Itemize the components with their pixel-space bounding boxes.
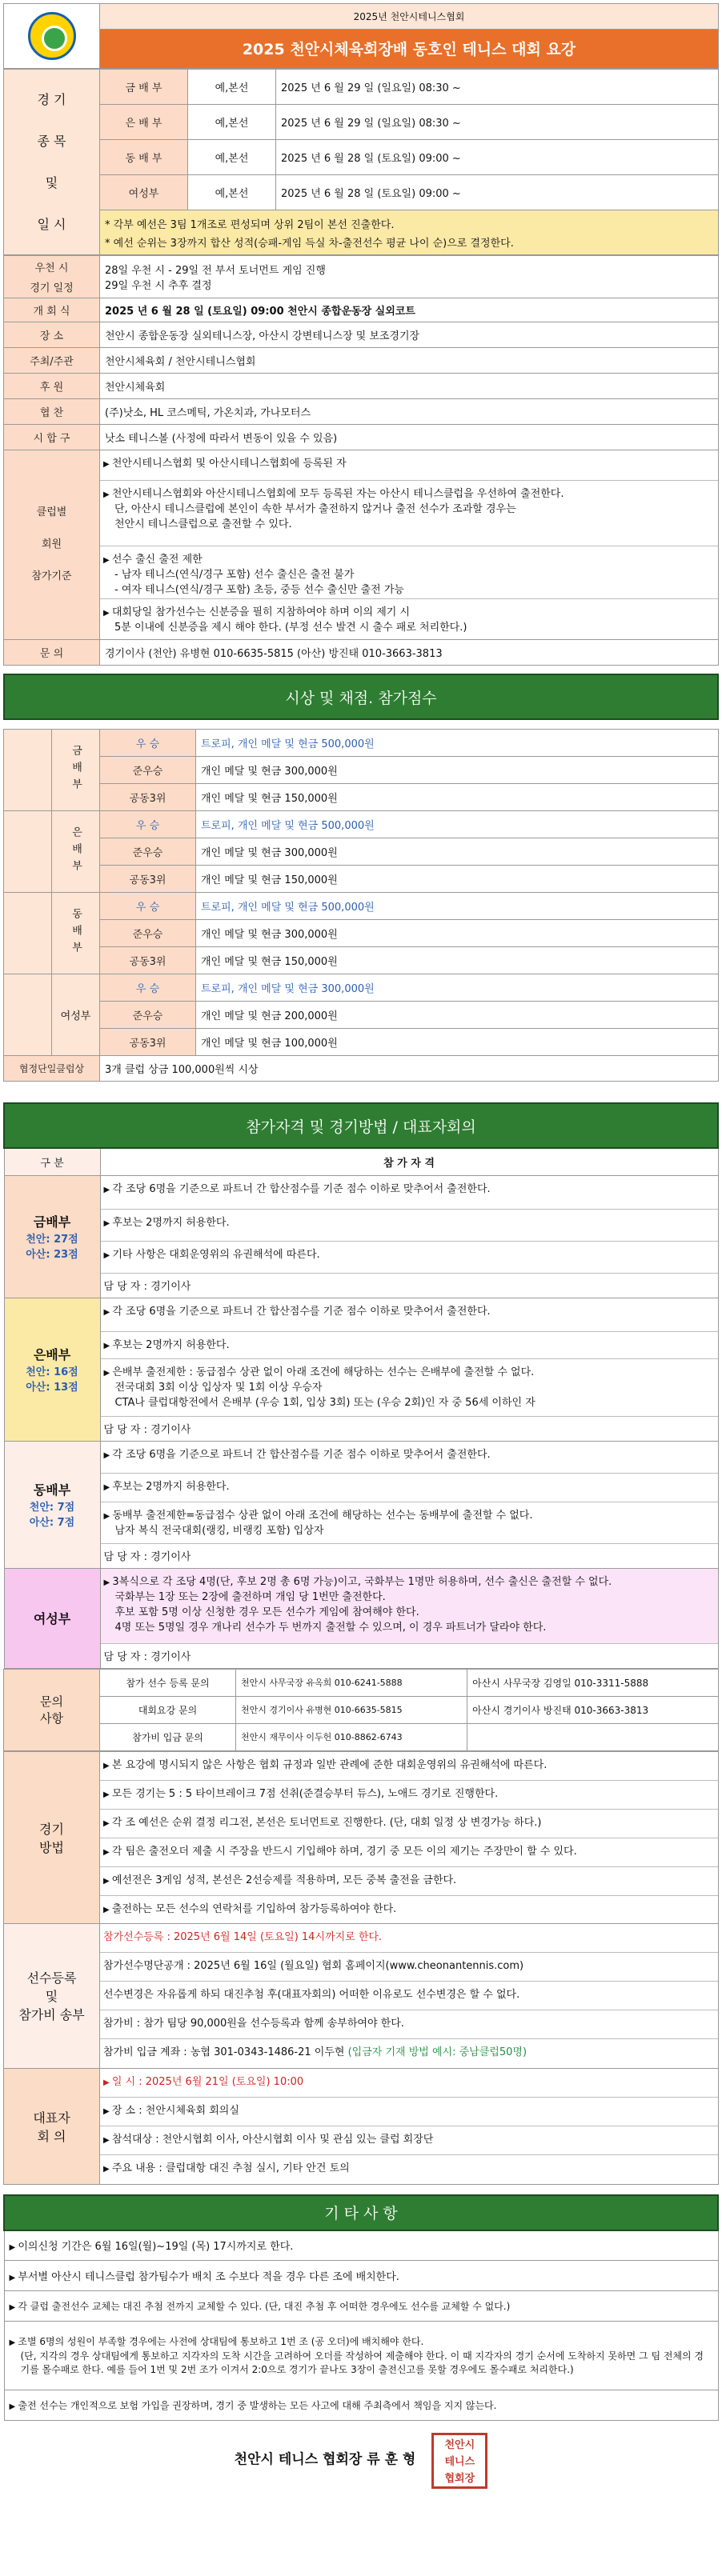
- reg-line: 참가비 : 참가 팀당 90,000원을 선수등록과 함께 송부하여야 한다.: [100, 2010, 718, 2039]
- prize-spacer: [4, 893, 52, 974]
- date-gold: 2025 년 6 월 29 일 (일요일) 08:30 ~: [276, 70, 719, 105]
- prize-rank: 우 승: [100, 730, 196, 757]
- prize-desc: 개인 메달 및 현금 150,000원: [196, 947, 719, 974]
- rule: ▶ 예선전은 3게임 성적, 본선은 2선승제를 적용하며, 모든 중복 출전을 금한다.: [100, 1867, 718, 1896]
- prize-desc: 트로피, 개인 메달 및 현금 500,000원: [196, 730, 719, 757]
- prize-spacer: [4, 974, 52, 1056]
- contact-topic: 대회요강 문의: [100, 1696, 236, 1723]
- qual-women: 예,본선: [188, 175, 276, 210]
- rule: ▶ 모든 경기는 5 : 5 타이브레이크 7점 선취(준결승부터 듀스), 노애드 경기로 진행한다.: [100, 1781, 718, 1810]
- reg-rules: [100, 1923, 719, 2068]
- gold-label: 금배부 천안: 27점 아산: 23점: [4, 1175, 100, 1298]
- bronze-rules: [100, 1441, 718, 1568]
- prize-desc: 개인 메달 및 현금 100,000원: [196, 1029, 719, 1056]
- official-seal: 천안시 테니스 협회장: [431, 2433, 487, 2489]
- meeting-attendees: ▶ 참석대상 : 천안시협회 이사, 아산시협회 이사 및 관심 있는 클럽 회장단: [100, 2126, 718, 2155]
- prize-desc: 개인 메달 및 현금 300,000원: [196, 757, 719, 784]
- meeting-agenda: ▶ 주요 내용 : 클럽대항 대진 추첨 실시, 기타 안건 토의: [100, 2155, 718, 2184]
- meeting-label: 대표자 회 의: [4, 2068, 100, 2184]
- qual-bronze: 예,본선: [188, 140, 276, 175]
- rule: ▶ 기타 사항은 대회운영위의 유권해석에 따른다.: [101, 1242, 718, 1274]
- other-item: ▶ 부서별 아산시 테니스클럽 참가팀수가 배치 조 수보다 적을 경우 다른 조에 배치한다.: [4, 2261, 718, 2291]
- prize-desc: 개인 메달 및 현금 300,000원: [196, 838, 719, 866]
- club-rule: ▶ 천안시테니스협회 및 아산시테니스협회에 등록된 자: [100, 450, 718, 481]
- prize-rank: 준우승: [100, 757, 196, 784]
- contact-asan: 아산시 경기이사 방진태 010-3663-3813: [467, 1696, 719, 1723]
- association-name: 2025년 천안시테니스협회: [100, 4, 719, 30]
- prize-desc: 개인 메달 및 현금 200,000원: [196, 1002, 719, 1029]
- prize-desc: 트로피, 개인 메달 및 현금 500,000원: [196, 811, 719, 838]
- other-item: ▶ 출전 선수는 개인적으로 보험 가입을 권장하며, 경기 중 발생하는 모든 사고에 대해 주최측에서 책임을 지지 않는다.: [4, 2390, 718, 2421]
- prize-spacer: [4, 730, 52, 811]
- logo-icon: [28, 12, 76, 60]
- manager: 담 당 자 : 경기이사: [103, 1550, 191, 1563]
- women-label: 여성부: [4, 1568, 100, 1668]
- method-rules: [100, 1751, 719, 1923]
- prize-desc: 개인 메달 및 현금 150,000원: [196, 784, 719, 811]
- qual-silver: 예,본선: [188, 105, 276, 140]
- club-rule: ▶ 대회당일 참가선수는 신분증을 필히 지참하여야 하며 이의 제기 시 5분 이내에 신분증을 제시 해야 한다. (부정 선수 발견 시 출수 패로 처리한다.): [100, 599, 718, 639]
- qual-gold: 예,본선: [188, 70, 276, 105]
- qual-band: 참가자격 및 경기방법 / 대표자회의: [4, 1103, 718, 1148]
- prize-desc: 개인 메달 및 현금 300,000원: [196, 920, 719, 947]
- rule: ▶ 3복식으로 각 조당 4명(단, 후보 2명 총 6명 가능)이고, 국화부는 1명만 허용하며, 선수 출신은 출전할 수 없다. 국화부는 1장 또는 2장에 출전하며 개임 당 1번만 출전한다. 후보 포함 5명 이상 신청한 경우 모든 선수가 게임에 참여해야 한다. 4명 또는 5명일 경우 개나리 선수가 두 번까지 출전할 수 있으며, 이 경우 파트너가 달라야 한다.: [101, 1569, 718, 1644]
- page-title: 2025 천안시체육회장배 동호인 테니스 대회 요강: [100, 29, 719, 68]
- opening-label: 개 회 식: [4, 298, 100, 322]
- inquiry-label: 문 의: [4, 640, 100, 666]
- date-women: 2025 년 6 월 28 일 (토요일) 09:00 ~: [276, 175, 719, 210]
- method-label: 경기 방법: [4, 1751, 100, 1923]
- prize-rank: 준우승: [100, 838, 196, 866]
- rain-label: 우천 시 경기 일정: [4, 256, 100, 298]
- rule: ▶ 후보는 2명까지 허용한다.: [101, 1210, 718, 1242]
- club-award-label: 협정단일클럽상: [4, 1056, 100, 1082]
- contact-cheonan: 천안시 재무이사 이두헌 010-8862-6743: [236, 1723, 467, 1750]
- other-band: 기 타 사 항: [4, 2195, 718, 2230]
- division-women: 여성부: [100, 175, 188, 210]
- manager: 담 당 자 : 경기이사: [103, 1280, 191, 1293]
- prize-silver-label: 은배부: [52, 811, 100, 893]
- prize-rank: 준우승: [100, 1002, 196, 1029]
- support-text: (주)낫소, HL 코스메틱, 가온치과, 가나모터스: [100, 399, 719, 425]
- schedule-rows: [3, 69, 719, 255]
- association-logo: [4, 4, 100, 69]
- schedule-label: 경 기 종 목 및 일 시: [4, 70, 100, 255]
- gold-rules: [100, 1175, 718, 1298]
- venue-text: 천안시 종합운동장 실외테니스장, 아산시 강변테니스장 및 보조경기장: [100, 322, 719, 348]
- reg-line: 참가비 입금 계좌 : 농협 301-0343-1486-21 이두현 (입금자 기재 방법 예시: 중남클럽50명): [103, 2046, 527, 2058]
- prize-rank: 준우승: [100, 920, 196, 947]
- bronze-label: 동배부 천안: 7점 아산: 7점: [4, 1441, 100, 1568]
- reg-line: 참가선수명단공개 : 2025년 6월 16일 (월요일) 협회 홈페이지(www.cheonantennis.com): [100, 1953, 718, 1982]
- qual-table: [3, 1102, 719, 1669]
- division-bronze: 동 배 부: [100, 140, 188, 175]
- rule: ▶ 동배부 출전제한=동급점수 상관 없이 아래 조건에 해당하는 선수는 동배부에 출전할 수 없다. 남자 복식 전국대회(랭킹, 비랭킹 포함) 입상자: [101, 1502, 718, 1544]
- contact-asan: 아산시 사무국장 김영일 010-3311-5888: [467, 1669, 719, 1696]
- prize-rank: 우 승: [100, 974, 196, 1002]
- other-table: [3, 2194, 719, 2501]
- info-table: [3, 255, 719, 666]
- prize-rank: 공동3위: [100, 784, 196, 811]
- club-rule: ▶ 선수 출신 출전 제한 - 남자 테니스(연식/경구 포함) 선수 출신은 출전 불가 - 여자 테니스(연식/경구 포함) 초등, 중등 선수 출신만 출전 가능: [100, 546, 718, 599]
- schedule-table: [3, 3, 719, 69]
- prize-spacer: [4, 811, 52, 893]
- other-item: ▶ 조별 6명의 성원이 부족할 경우에는 사전에 상대팀에 통보하고 1번 조 (공 오더)에 배치해야 한다. (단, 지각의 경우 상대팀에게 통보하고 지각자의 도착 시간을 고려하여 오더를 작성하여 제출해야 한다. 이 때 지각자의 경기 순서에 도착하지 못하면 그 팀 전체의 경기를 몰수패로 한다. 예를 들어 1번 및 2번 조가 이겨서 2:0으로 경기가 끝나도 3장이 출전신고를 못할 경우에도 몰수패로 처리한다.): [4, 2322, 718, 2390]
- opening-text: 2025 년 6 월 28 일 (토요일) 09:00 천안시 종합운동장 실외코트: [100, 298, 719, 322]
- ball-text: 낫소 테니스볼 (사정에 따라서 변동이 있을 수 있음): [100, 425, 719, 450]
- other-item: ▶ 각 클럽 출전선수 교체는 대진 추첨 전까지 교체할 수 있다. (단, 대진 추첨 후 어떠한 경우에도 선수를 교체할 수 없다.): [4, 2291, 718, 2322]
- sponsor-text: 천안시체육회: [100, 374, 719, 399]
- contact-label: 문의 사항: [4, 1669, 100, 1750]
- manager: 담 당 자 : 경기이사: [103, 1423, 191, 1436]
- prize-desc: 개인 메달 및 현금 150,000원: [196, 866, 719, 893]
- division-gold: 금 배 부: [100, 70, 188, 105]
- women-rules: [100, 1568, 718, 1668]
- prize-rank: 공동3위: [100, 866, 196, 893]
- host-text: 천안시체육회 / 천안시테니스협회: [100, 348, 719, 374]
- silver-label: 은배부 천안: 16점 아산: 13점: [4, 1298, 100, 1441]
- club-award-text: 3개 클럽 상금 100,000원씩 시상: [100, 1056, 719, 1082]
- contact-cheonan: 천안시 경기이사 유병현 010-6635-5815: [236, 1696, 467, 1723]
- rain-text: 28일 우천 시 - 29일 전 부서 토너먼트 게임 진행 29일 우천 시 추후 결정: [100, 256, 719, 298]
- meeting-rules: [100, 2068, 719, 2184]
- rule: ▶ 후보는 2명까지 허용한다.: [101, 1332, 718, 1359]
- rule: ▶ 출전하는 모든 선수의 연락처를 기입하여 참가등록하여야 한다.: [100, 1896, 718, 1923]
- meeting-date: ▶ 일 시 : 2025년 6월 21일 (토요일) 10:00: [100, 2069, 718, 2098]
- silver-rules: [100, 1298, 718, 1441]
- support-label: 협 찬: [4, 399, 100, 425]
- schedule-notes: * 각부 예선은 3팀 1개조로 편성되며 상위 2팀이 본선 진출한다. * 예선 순위는 3장까지 합산 성적(승패-게임 득실 차-출전선수 평균 나이 순)으로 결정한다.: [100, 210, 719, 255]
- date-silver: 2025 년 6 월 29 일 (일요일) 08:30 ~: [276, 105, 719, 140]
- reg-line: 선수변경은 자유롭게 하되 대진추첨 후(대표자회의) 어떠한 이유로도 선수변경은 할 수 없다.: [100, 1982, 718, 2010]
- rule: ▶ 각 조 예선은 순위 결정 리그전, 본선은 토너먼트로 진행한다. (단, 대회 일정 상 변경가능 하다.): [100, 1810, 718, 1838]
- contact-topic: 참가비 입금 문의: [100, 1723, 236, 1750]
- prize-gold-label: 금배부: [52, 730, 100, 811]
- method-table: [3, 1751, 719, 2185]
- contact-table: [3, 1669, 719, 1751]
- rule: ▶ 후보는 2명까지 허용한다.: [101, 1474, 718, 1502]
- inquiry-text: 경기이사 (천안) 유병현 010-6635-5815 (아산) 방진태 010-3663-3813: [100, 640, 719, 666]
- prize-rank: 우 승: [100, 893, 196, 920]
- club-rules: [100, 450, 719, 640]
- date-bronze: 2025 년 6 월 28 일 (토요일) 09:00 ~: [276, 140, 719, 175]
- signature-block: [4, 2421, 718, 2501]
- other-item: ▶ 이의신청 기간은 6월 16일(월)~19일 (목) 17시까지로 한다.: [4, 2230, 718, 2261]
- rule: ▶ 각 조당 6명을 기준으로 파트너 간 합산점수를 기준 점수 이하로 맞추어서 출전한다.: [101, 1298, 718, 1332]
- sponsor-label: 후 원: [4, 374, 100, 399]
- club-rule: ▶ 천안시테니스협회와 아산시테니스협회에 모두 등록된 자는 아산시 테니스클럽을 우선하여 출전한다. 단, 아산시 테니스클럽에 본인이 속한 부서가 출전하지 않거나 출전 선수가 조과할 경우는 천안시 테니스클럽으로 출전할 수 있다.: [100, 481, 718, 546]
- division-silver: 은 배 부: [100, 105, 188, 140]
- manager: 담 당 자 : 경기이사: [101, 1644, 718, 1668]
- prize-rows: [3, 729, 719, 1082]
- club-label: 클럽별 회원 참가기준: [4, 450, 100, 640]
- venue-label: 장 소: [4, 322, 100, 348]
- prize-desc: 트로피, 개인 메달 및 현금 500,000원: [196, 893, 719, 920]
- contact-topic: 참가 선수 등록 문의: [100, 1669, 236, 1696]
- rule: ▶ 은배부 출전제한 : 동급점수 상관 없이 아래 조건에 해당하는 선수는 은배부에 출전할 수 없다. 전국대회 3회 이상 입상자 및 1회 이상 우승자 CTA나 클럽대항전에서 은배부 (우승 1회, 입상 3회) 또는 (우승 2회)인 자 중 56세 이하인 자: [101, 1359, 718, 1417]
- rule: ▶ 각 조당 6명을 기준으로 파트너 간 합산점수를 기준 점수 이하로 맞추어서 출전한다.: [101, 1176, 718, 1210]
- rule: ▶ 각 팀은 출전오더 제출 시 주장을 반드시 기입해야 하며, 경기 중 모든 이의 제기는 주장만이 할 수 있다.: [100, 1838, 718, 1867]
- rule: ▶ 각 조당 6명을 기준으로 파트너 간 합산점수를 기준 점수 이하로 맞추어서 출전한다.: [101, 1442, 718, 1474]
- host-label: 주최/주관: [4, 348, 100, 374]
- reg-label: 선수등록 및 참가비 송부: [4, 1923, 100, 2068]
- prize-desc: 트로피, 개인 메달 및 현금 300,000원: [196, 974, 719, 1002]
- qual-head-left: 구 분: [4, 1148, 100, 1175]
- prize-rank: 공동3위: [100, 947, 196, 974]
- contact-asan: [467, 1723, 719, 1750]
- prize-rank: 공동3위: [100, 1029, 196, 1056]
- qual-head-right: 참 가 자 격: [100, 1148, 718, 1175]
- signature: 천안시 테니스 협회장 류 훈 형: [234, 2451, 416, 2468]
- prize-table: [3, 674, 719, 729]
- prize-rank: 우 승: [100, 811, 196, 838]
- prize-bronze-label: 동배부: [52, 893, 100, 974]
- prize-women-label: 여성부: [52, 974, 100, 1056]
- meeting-place: ▶ 장 소 : 천안시체육회 회의실: [100, 2098, 718, 2126]
- rule: ▶ 본 요강에 명시되지 않은 사항은 협회 규정과 일반 관례에 준한 대회운영위의 유권해석에 따른다.: [100, 1752, 718, 1781]
- prize-band: 시상 및 채점. 참가점수: [4, 674, 718, 719]
- reg-deadline: 참가선수등록 : 2025년 6월 14일 (토요일) 14시까지로 한다.: [100, 1924, 718, 1953]
- contact-cheonan: 천안시 사무국장 유옥희 010-6241-5888: [236, 1669, 467, 1696]
- ball-label: 시 합 구: [4, 425, 100, 450]
